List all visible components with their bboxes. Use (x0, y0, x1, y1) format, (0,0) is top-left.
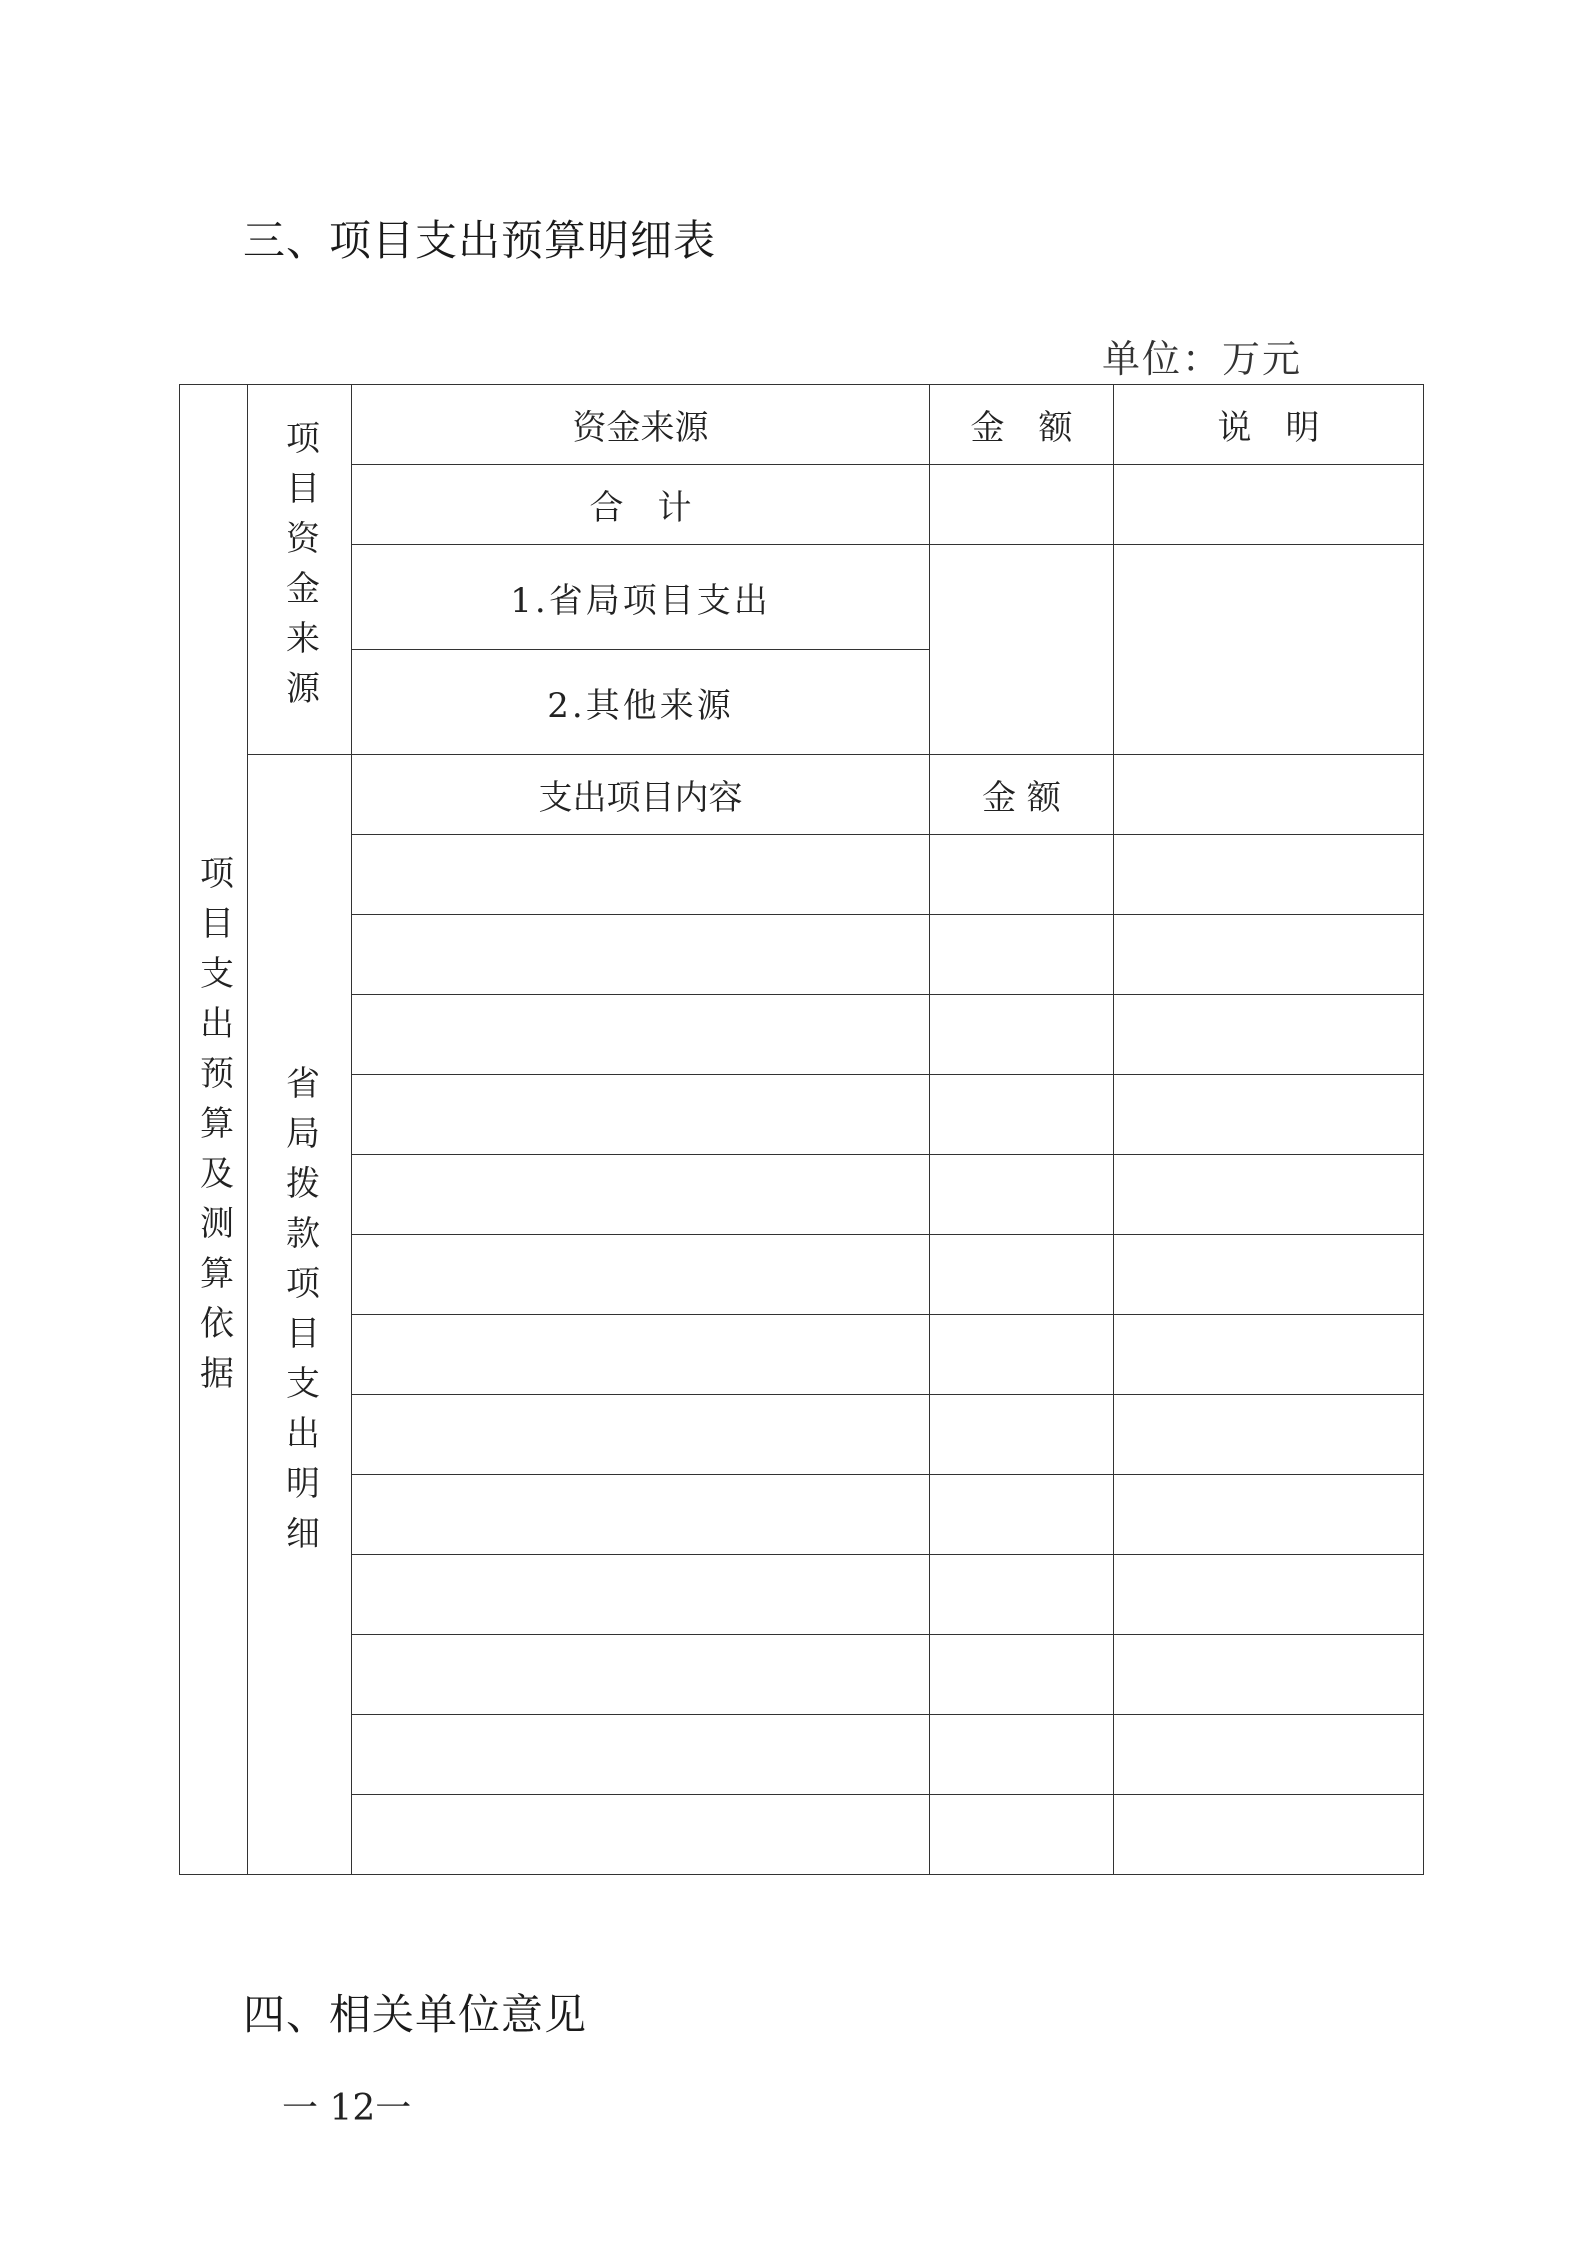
detail-row-2-note (1114, 915, 1424, 995)
detail-row-11-amount (930, 1635, 1114, 1715)
detail-row-5-content (352, 1155, 930, 1235)
detail-row-13-amount (930, 1795, 1114, 1875)
detail-row-4-amount (930, 1075, 1114, 1155)
detail-row-10-note (1114, 1555, 1424, 1635)
section-title-opinions: 四、相关单位意见 (243, 1990, 588, 2039)
detail-note-header (1114, 755, 1424, 835)
detail-row-9-content (352, 1475, 930, 1555)
detail-amount-header: 金 额 (930, 755, 1114, 835)
detail-row-2-amount (930, 915, 1114, 995)
detail-row-4-content (352, 1075, 930, 1155)
total-note-cell (1114, 465, 1424, 545)
detail-row-8-note (1114, 1395, 1424, 1475)
detail-row-3-content (352, 995, 930, 1075)
detail-row-12-content (352, 1715, 930, 1795)
detail-row-10-amount (930, 1555, 1114, 1635)
fund-group-label: 项目资金来源 (279, 419, 320, 720)
fund-rows-note-cell (1114, 545, 1424, 755)
detail-row-5-amount (930, 1155, 1114, 1235)
detail-row-2-content (352, 915, 930, 995)
fund-source-header: 资金来源 (352, 385, 930, 465)
detail-row-8-content (352, 1395, 930, 1475)
detail-row-1-note (1114, 835, 1424, 915)
detail-row-7-content (352, 1315, 930, 1395)
outer-label-cell (180, 385, 248, 1875)
fund-group-cell (248, 385, 352, 755)
total-amount-cell (930, 465, 1114, 545)
total-label: 合 计 (352, 465, 930, 545)
detail-row-11-content (352, 1635, 930, 1715)
detail-row-6-note (1114, 1235, 1424, 1315)
detail-row-9-note (1114, 1475, 1424, 1555)
detail-row-6-amount (930, 1235, 1114, 1315)
outer-label: 项目支出预算及测算依据 (193, 854, 234, 1405)
detail-row-12-note (1114, 1715, 1424, 1795)
detail-row-3-amount (930, 995, 1114, 1075)
fund-amount-header: 金 额 (930, 385, 1114, 465)
detail-row-7-note (1114, 1315, 1424, 1395)
detail-row-7-amount (930, 1315, 1114, 1395)
detail-group-label: 省局拨款项目支出明细 (279, 1064, 320, 1565)
detail-row-5-note (1114, 1155, 1424, 1235)
detail-row-11-note (1114, 1635, 1424, 1715)
detail-row-8-amount (930, 1395, 1114, 1475)
detail-row-3-note (1114, 995, 1424, 1075)
detail-content-header: 支出项目内容 (352, 755, 930, 835)
detail-row-13-content (352, 1795, 930, 1875)
detail-row-10-content (352, 1555, 930, 1635)
detail-row-9-amount (930, 1475, 1114, 1555)
detail-row-4-note (1114, 1075, 1424, 1155)
detail-row-12-amount (930, 1715, 1114, 1795)
detail-row-1-amount (930, 835, 1114, 915)
detail-row-13-note (1114, 1795, 1424, 1875)
fund-rows-amount-cell (930, 545, 1114, 755)
fund-row-provincial: 1.省局项目支出 (352, 545, 930, 650)
page-number: 一 12一 (282, 2088, 412, 2129)
detail-row-1-content (352, 835, 930, 915)
fund-note-header: 说 明 (1114, 385, 1424, 465)
detail-row-6-content (352, 1235, 930, 1315)
fund-row-other: 2.其他来源 (352, 650, 930, 755)
budget-table (179, 384, 1424, 1875)
section-title: 三、项目支出预算明细表 (243, 216, 717, 265)
detail-group-cell (248, 755, 352, 1875)
unit-label: 单位：万元 (1102, 337, 1303, 381)
